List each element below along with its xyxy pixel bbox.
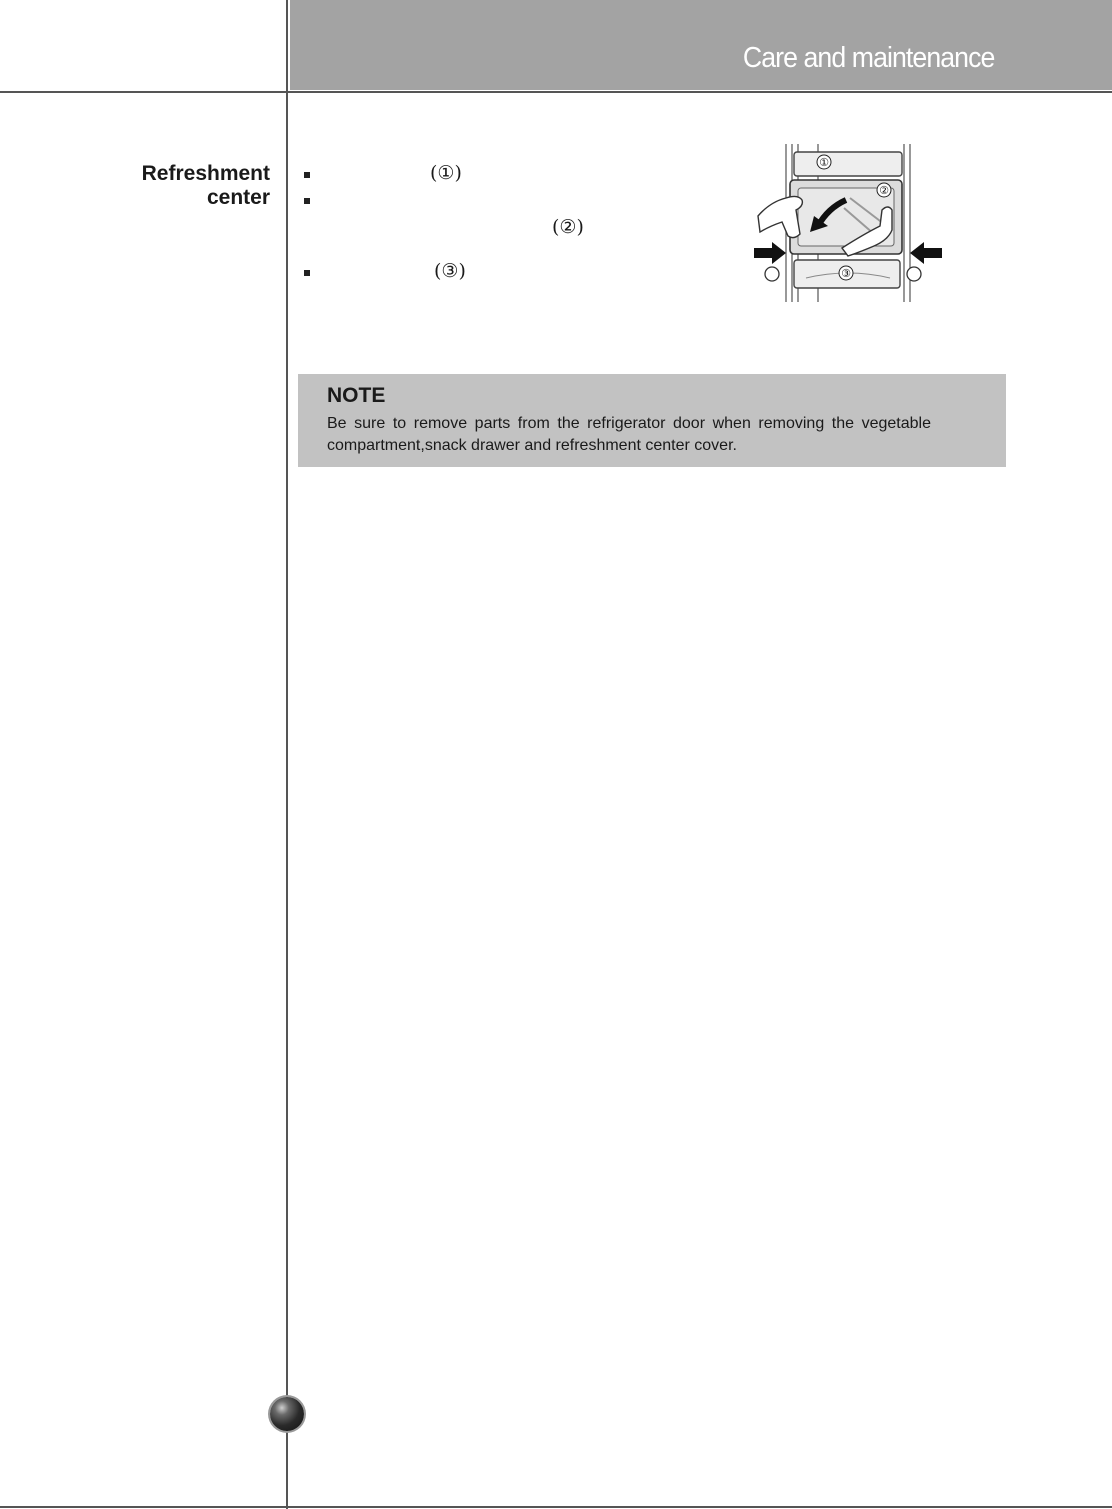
step-marker: (③)	[434, 260, 466, 282]
section-title-line1: Refreshment	[141, 162, 270, 185]
page-marker-ball	[270, 1397, 304, 1431]
illustration-label-1: ①	[819, 156, 829, 169]
note-box	[298, 374, 1006, 467]
illustration-label-3: ③	[841, 267, 851, 280]
page-title: Care and maintenance	[742, 42, 994, 74]
column-rule	[286, 0, 288, 1509]
note-heading: NOTE	[327, 384, 386, 407]
bullet-square-icon	[304, 172, 310, 178]
bullet-square-icon	[304, 198, 310, 204]
bullet-square-icon	[304, 270, 310, 276]
note-text: Be sure to remove parts from the refrigerator door when removing the vegetable compartment,snack drawer and refreshment center cover.	[327, 415, 931, 454]
section-title-line2: center	[206, 186, 270, 209]
step-marker: (①)	[430, 162, 462, 184]
refreshment-center-illustration	[752, 140, 948, 304]
header-rule	[0, 91, 1112, 93]
illustration-label-2: ②	[879, 184, 889, 197]
section-title	[142, 162, 270, 210]
header-band	[290, 0, 1112, 90]
footer-rule	[0, 1506, 1112, 1508]
step-marker: (②)	[552, 216, 584, 238]
